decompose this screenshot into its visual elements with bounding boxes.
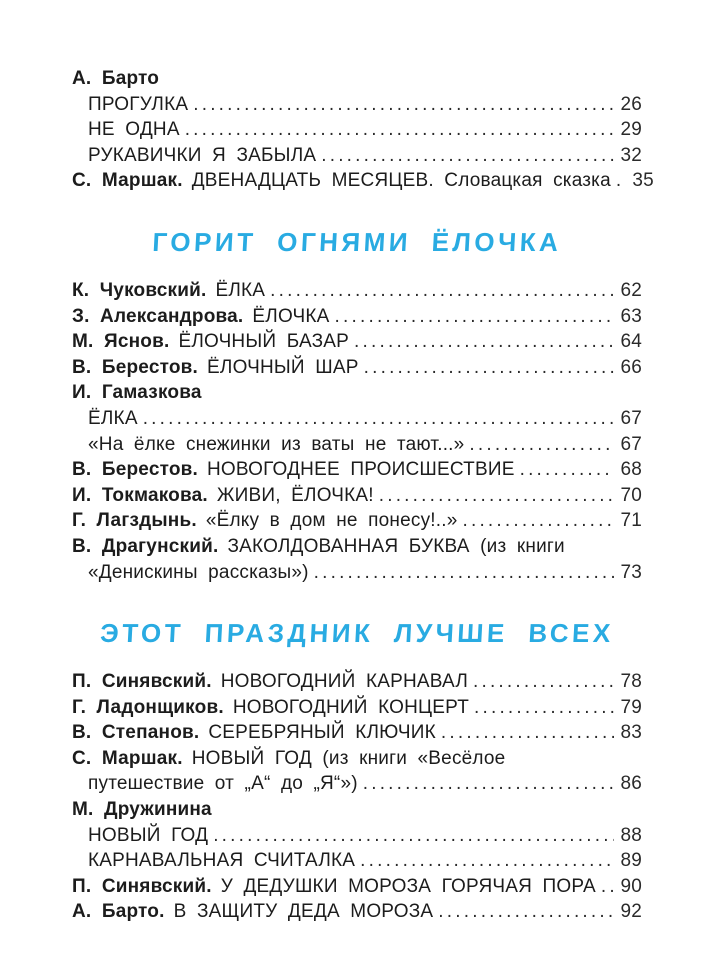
entry-title: НОВЫЙ ГОД [88, 824, 209, 846]
entry-author: В. Берестов. [72, 459, 199, 481]
entry-title: ЖИВИ, ЁЛОЧКА! [216, 484, 374, 506]
entry-title: «Ёлку в дом не понесу!..» [205, 510, 458, 532]
dot-leader [360, 848, 614, 874]
toc-subentry [72, 848, 642, 874]
toc-entry [72, 695, 642, 721]
toc-section-3 [72, 618, 642, 925]
dot-leader [354, 329, 614, 355]
toc-entry [72, 329, 642, 355]
entry-title: У ДЕДУШКИ МОРОЗА ГОРЯЧАЯ ПОРА [220, 875, 596, 897]
toc-entry [72, 508, 642, 534]
dot-leader [438, 899, 614, 925]
section-heading: ЭТОТ ПРАЗДНИК ЛУЧШЕ ВСЕХ [99, 618, 615, 649]
toc-entry-continuation [72, 771, 642, 797]
toc-entry [72, 669, 642, 695]
toc-sections [72, 66, 654, 925]
entry-title: «На ёлке снежинки из ваты не тают...» [88, 433, 465, 455]
dot-leader [601, 874, 614, 900]
page-number: 29 [620, 119, 642, 141]
toc-section-2 [72, 227, 642, 585]
entry-title: ПРОГУЛКА [88, 93, 189, 115]
entry-author: М. Дружинина [72, 799, 212, 821]
entry-title: В ЗАЩИТУ ДЕДА МОРОЗА [173, 901, 434, 923]
toc-author-line [72, 66, 642, 92]
entry-author: Г. Лагздынь. [72, 510, 197, 532]
page-number: 70 [620, 484, 642, 506]
toc-entry [72, 457, 642, 483]
toc-author-line [72, 797, 642, 823]
page-number: 62 [620, 279, 642, 301]
page-number: 66 [620, 356, 642, 378]
dot-leader [143, 406, 614, 432]
dot-leader [213, 823, 614, 849]
dot-leader [321, 143, 614, 169]
entry-title: ЁЛОЧНЫЙ БАЗАР [178, 331, 350, 353]
dot-leader [364, 355, 614, 381]
page-number: 90 [620, 875, 642, 897]
page-number: 35 [632, 170, 654, 192]
page-number: 71 [620, 510, 642, 532]
entry-title: ЗАКОЛДОВАННАЯ БУКВА (из книги [227, 535, 565, 557]
page-number: 89 [620, 850, 642, 872]
page-number: 64 [620, 331, 642, 353]
entry-continuation: «Денискины рассказы») [88, 561, 309, 583]
entry-title: НЕ ОДНА [88, 119, 180, 141]
toc-subentry [72, 143, 642, 169]
dot-leader [193, 92, 614, 118]
toc-subentry [72, 117, 642, 143]
entry-author: В. Драгунский. [72, 535, 219, 557]
page-number: 88 [620, 824, 642, 846]
entry-author: З. Александрова. [72, 305, 244, 327]
entry-author: И. Токмакова. [72, 484, 208, 506]
toc-subentry [72, 432, 642, 458]
entry-title: НОВОГОДНИЙ КАРНАВАЛ [220, 671, 468, 693]
toc-subentry [72, 406, 642, 432]
dot-leader [520, 457, 614, 483]
entry-title: НОВОГОДНЕЕ ПРОИСШЕСТВИЕ [207, 459, 515, 481]
entry-author: С. Маршак. [72, 747, 183, 769]
entry-author: П. Синявский. [72, 875, 212, 897]
entry-author: А. Барто. [72, 901, 165, 923]
page-number: 63 [620, 305, 642, 327]
entry-author: А. Барто [72, 68, 160, 89]
page-number: 26 [620, 93, 642, 115]
entry-continuation: путешествие от „А“ до „Я“») [88, 773, 358, 795]
entry-title: ЁЛОЧКА [252, 305, 330, 327]
dot-leader [335, 304, 614, 330]
entry-author: М. Яснов. [72, 331, 170, 353]
entry-author: К. Чуковский. [72, 279, 207, 301]
toc-entry-continuation [72, 560, 642, 586]
page-number: 83 [620, 722, 642, 744]
page-number: 67 [620, 433, 642, 455]
toc-author-line [72, 380, 642, 406]
toc-section-1 [72, 66, 654, 194]
toc-entry [72, 534, 642, 560]
dot-leader [473, 669, 614, 695]
toc-entry [72, 278, 642, 304]
dot-leader [469, 432, 614, 458]
page-number: 32 [620, 144, 642, 166]
dot-leader [616, 168, 626, 194]
toc-entry [72, 304, 642, 330]
page-number: 79 [620, 696, 642, 718]
page-number: 86 [620, 773, 642, 795]
entry-title: НОВОГОДНИЙ КОНЦЕРТ [232, 696, 470, 718]
page-number: 92 [620, 901, 642, 923]
toc-entry [72, 168, 654, 194]
entry-author: Г. Ладонщиков. [72, 696, 224, 718]
entry-author: И. Гамазкова [72, 382, 202, 404]
dot-leader [363, 771, 614, 797]
dot-leader [270, 278, 614, 304]
entry-author: В. Степанов. [72, 722, 200, 744]
dot-leader [474, 695, 614, 721]
entry-title: РУКАВИЧКИ Я ЗАБЫЛА [88, 144, 317, 166]
entry-title: КАРНАВАЛЬНАЯ СЧИТАЛКА [88, 850, 356, 872]
page-number: 68 [620, 459, 642, 481]
toc-entry [72, 874, 642, 900]
dot-leader [185, 117, 614, 143]
toc-subentry [72, 823, 642, 849]
dot-leader [441, 720, 614, 746]
entry-title: СЕРЕБРЯНЫЙ КЛЮЧИК [208, 722, 436, 744]
page-number: 67 [620, 407, 642, 429]
page-number: 73 [620, 561, 642, 583]
entry-title: НОВЫЙ ГОД (из книги «Весёлое [191, 747, 506, 769]
entry-title: ЁЛОЧНЫЙ ШАР [207, 356, 359, 378]
dot-leader [314, 560, 614, 586]
toc-entry [72, 355, 642, 381]
toc-entry [72, 483, 642, 509]
entry-title: ЁЛКА [215, 279, 266, 301]
toc-entry [72, 899, 642, 925]
page-number: 78 [620, 671, 642, 693]
dot-leader [379, 483, 614, 509]
entry-title: ЁЛКА [88, 407, 138, 429]
entry-title: ДВЕНАДЦАТЬ МЕСЯЦЕВ. Словацкая сказка [191, 170, 611, 192]
section-heading: ГОРИТ ОГНЯМИ ЁЛОЧКА [151, 226, 563, 257]
toc-entry [72, 720, 642, 746]
toc-subentry [72, 92, 642, 118]
entry-author: В. Берестов. [72, 356, 199, 378]
entry-author: П. Синявский. [72, 671, 212, 693]
entry-author: С. Маршак. [72, 170, 183, 192]
toc-entry [72, 746, 642, 772]
dot-leader [462, 508, 614, 534]
